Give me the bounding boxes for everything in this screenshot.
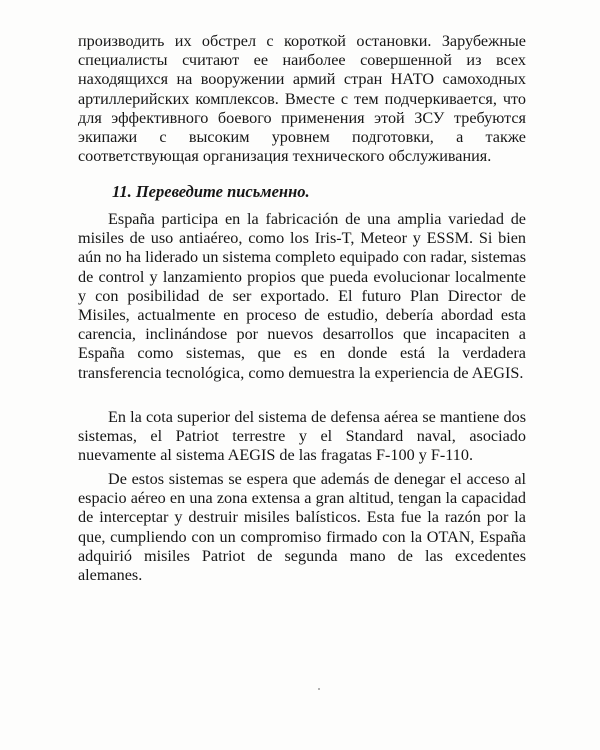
paragraph-spanish-2: En la cota superior del sistema de defensa aérea se mantiene dos sistemas, el Patriot terrestre y el Standard naval, asociado nuevamente al sistema AEGIS de las fragatas F-100 y F-110. [78, 408, 526, 465]
paragraph-spanish-1: España participa en la fabricación de una amplia variedad de misiles de uso antiaéreo, como los Iris-T, Meteor y ESSM. Si bien aún no ha liderado un sistema completo equipado con radar, sistemas de control y lanzamiento propios que pueda evolucionar localmente y con posibilidad de ser exportado. El futuro Plan Director de Misiles, actualmente en proceso de estudio, debería abordad esta carencia, inclinándose por nuevos desarrollos que incapaciten a España como sistemas, que es en donde está la verdadera transferencia tecnológica, como demuestra la experiencia de AEGIS. [78, 210, 526, 382]
paragraph-spanish-3: De estos sistemas se espera que además de denegar el acceso al espacio aéreo en una zona extensa a gran altitud, tengan la capacidad de interceptar y destruir misiles balísticos. Esta fue la razón por la que, cumpliendo con un compromiso firmado con la OTAN, España adquirió misiles Patriot de segunda mano de las excedentes alemanes. [78, 470, 526, 585]
scan-speck [318, 688, 320, 690]
exercise-heading: 11. Переведите письменно. [112, 182, 310, 201]
paragraph-continued-russian: производить их обстрел с короткой остановки. Зарубежные специалисты считают ее наиболее совершенной из всех находящихся на вооружении армий стран НАТО самоходных артиллерийских комплексов. Вместе с тем подчеркивается, что для эффективного боевого применения этой ЗСУ требуются экипажи с высоким уровнем подготовки, а также соответствующая организация технического обслуживания. [78, 32, 526, 166]
